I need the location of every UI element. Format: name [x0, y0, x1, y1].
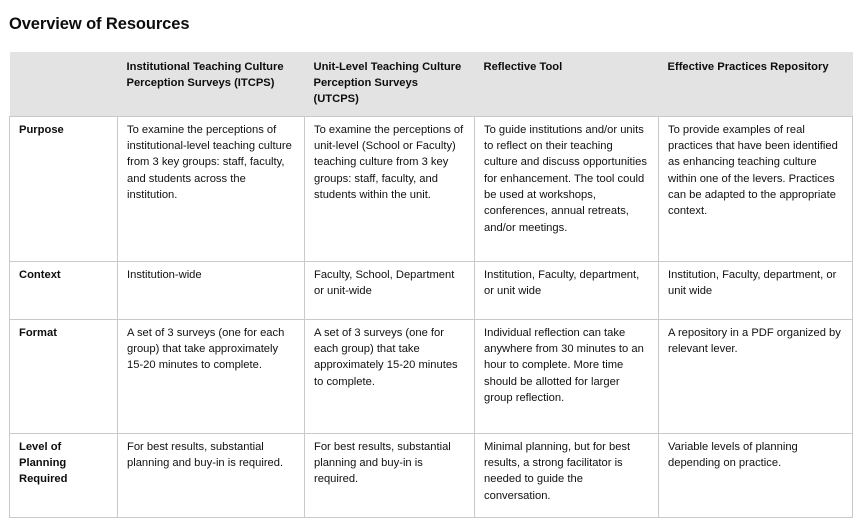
cell-purpose-effective-practices: To provide examples of real practices that have been identified as enhancing teaching culture within one of the levers. Practices can be adapted to the appropriate context. [659, 116, 853, 261]
row-label-level-of-planning-required: Level of Planning Required [10, 433, 118, 517]
cell-format-itcps: A set of 3 surveys (one for each group) that take approximately 15-20 minutes to complete. [118, 319, 305, 433]
table-row [10, 261, 853, 319]
column-header-reflective-tool: Reflective Tool [475, 52, 659, 116]
cell-planning-itcps: For best results, substantial planning and buy-in is required. [118, 433, 305, 517]
cell-purpose-reflective-tool: To guide institutions and/or units to reflect on their teaching culture and discuss opportunities for enhancement. The tool could be used at workshops, conferences, annual retreats, and/or meetings. [475, 116, 659, 261]
cell-format-effective-practices: A repository in a PDF organized by relevant lever. [659, 319, 853, 433]
cell-format-utcps: A set of 3 surveys (one for each group) that take approximately 15-20 minutes to complete. [305, 319, 475, 433]
cell-purpose-utcps: To examine the perceptions of unit-level (School or Faculty) teaching culture from 3 key groups: staff, faculty, and students within the unit. [305, 116, 475, 261]
cell-context-utcps: Faculty, School, Department or unit-wide [305, 261, 475, 319]
cell-purpose-itcps: To examine the perceptions of institutional-level teaching culture from 3 key groups: staff, faculty, and students across the institution. [118, 116, 305, 261]
row-label-context: Context [10, 261, 118, 319]
cell-context-itcps: Institution-wide [118, 261, 305, 319]
cell-planning-effective-practices: Variable levels of planning depending on practice. [659, 433, 853, 517]
column-header-utcps: Unit-Level Teaching Culture Perception Surveys (UTCPS) [305, 52, 475, 116]
cell-context-effective-practices: Institution, Faculty, department, or unit wide [659, 261, 853, 319]
overview-of-resources-table [9, 52, 853, 518]
page-title: Overview of Resources [9, 15, 190, 34]
table-row [10, 116, 853, 261]
table-row [10, 319, 853, 433]
cell-context-reflective-tool: Institution, Faculty, department, or unit wide [475, 261, 659, 319]
table-header-row [10, 52, 853, 116]
cell-planning-utcps: For best results, substantial planning and buy-in is required. [305, 433, 475, 517]
column-header-itcps: Institutional Teaching Culture Perception Surveys (ITCPS) [118, 52, 305, 116]
table-row [10, 433, 853, 517]
row-label-purpose: Purpose [10, 116, 118, 261]
cell-planning-reflective-tool: Minimal planning, but for best results, a strong facilitator is needed to guide the conversation. [475, 433, 659, 517]
column-header-attribute [10, 52, 118, 116]
column-header-effective-practices-repository: Effective Practices Repository [659, 52, 853, 116]
table-header [10, 52, 853, 116]
row-label-format: Format [10, 319, 118, 433]
cell-format-reflective-tool: Individual reflection can take anywhere from 30 minutes to an hour to complete. More time should be allotted for larger group reflection. [475, 319, 659, 433]
table-body [10, 116, 853, 517]
